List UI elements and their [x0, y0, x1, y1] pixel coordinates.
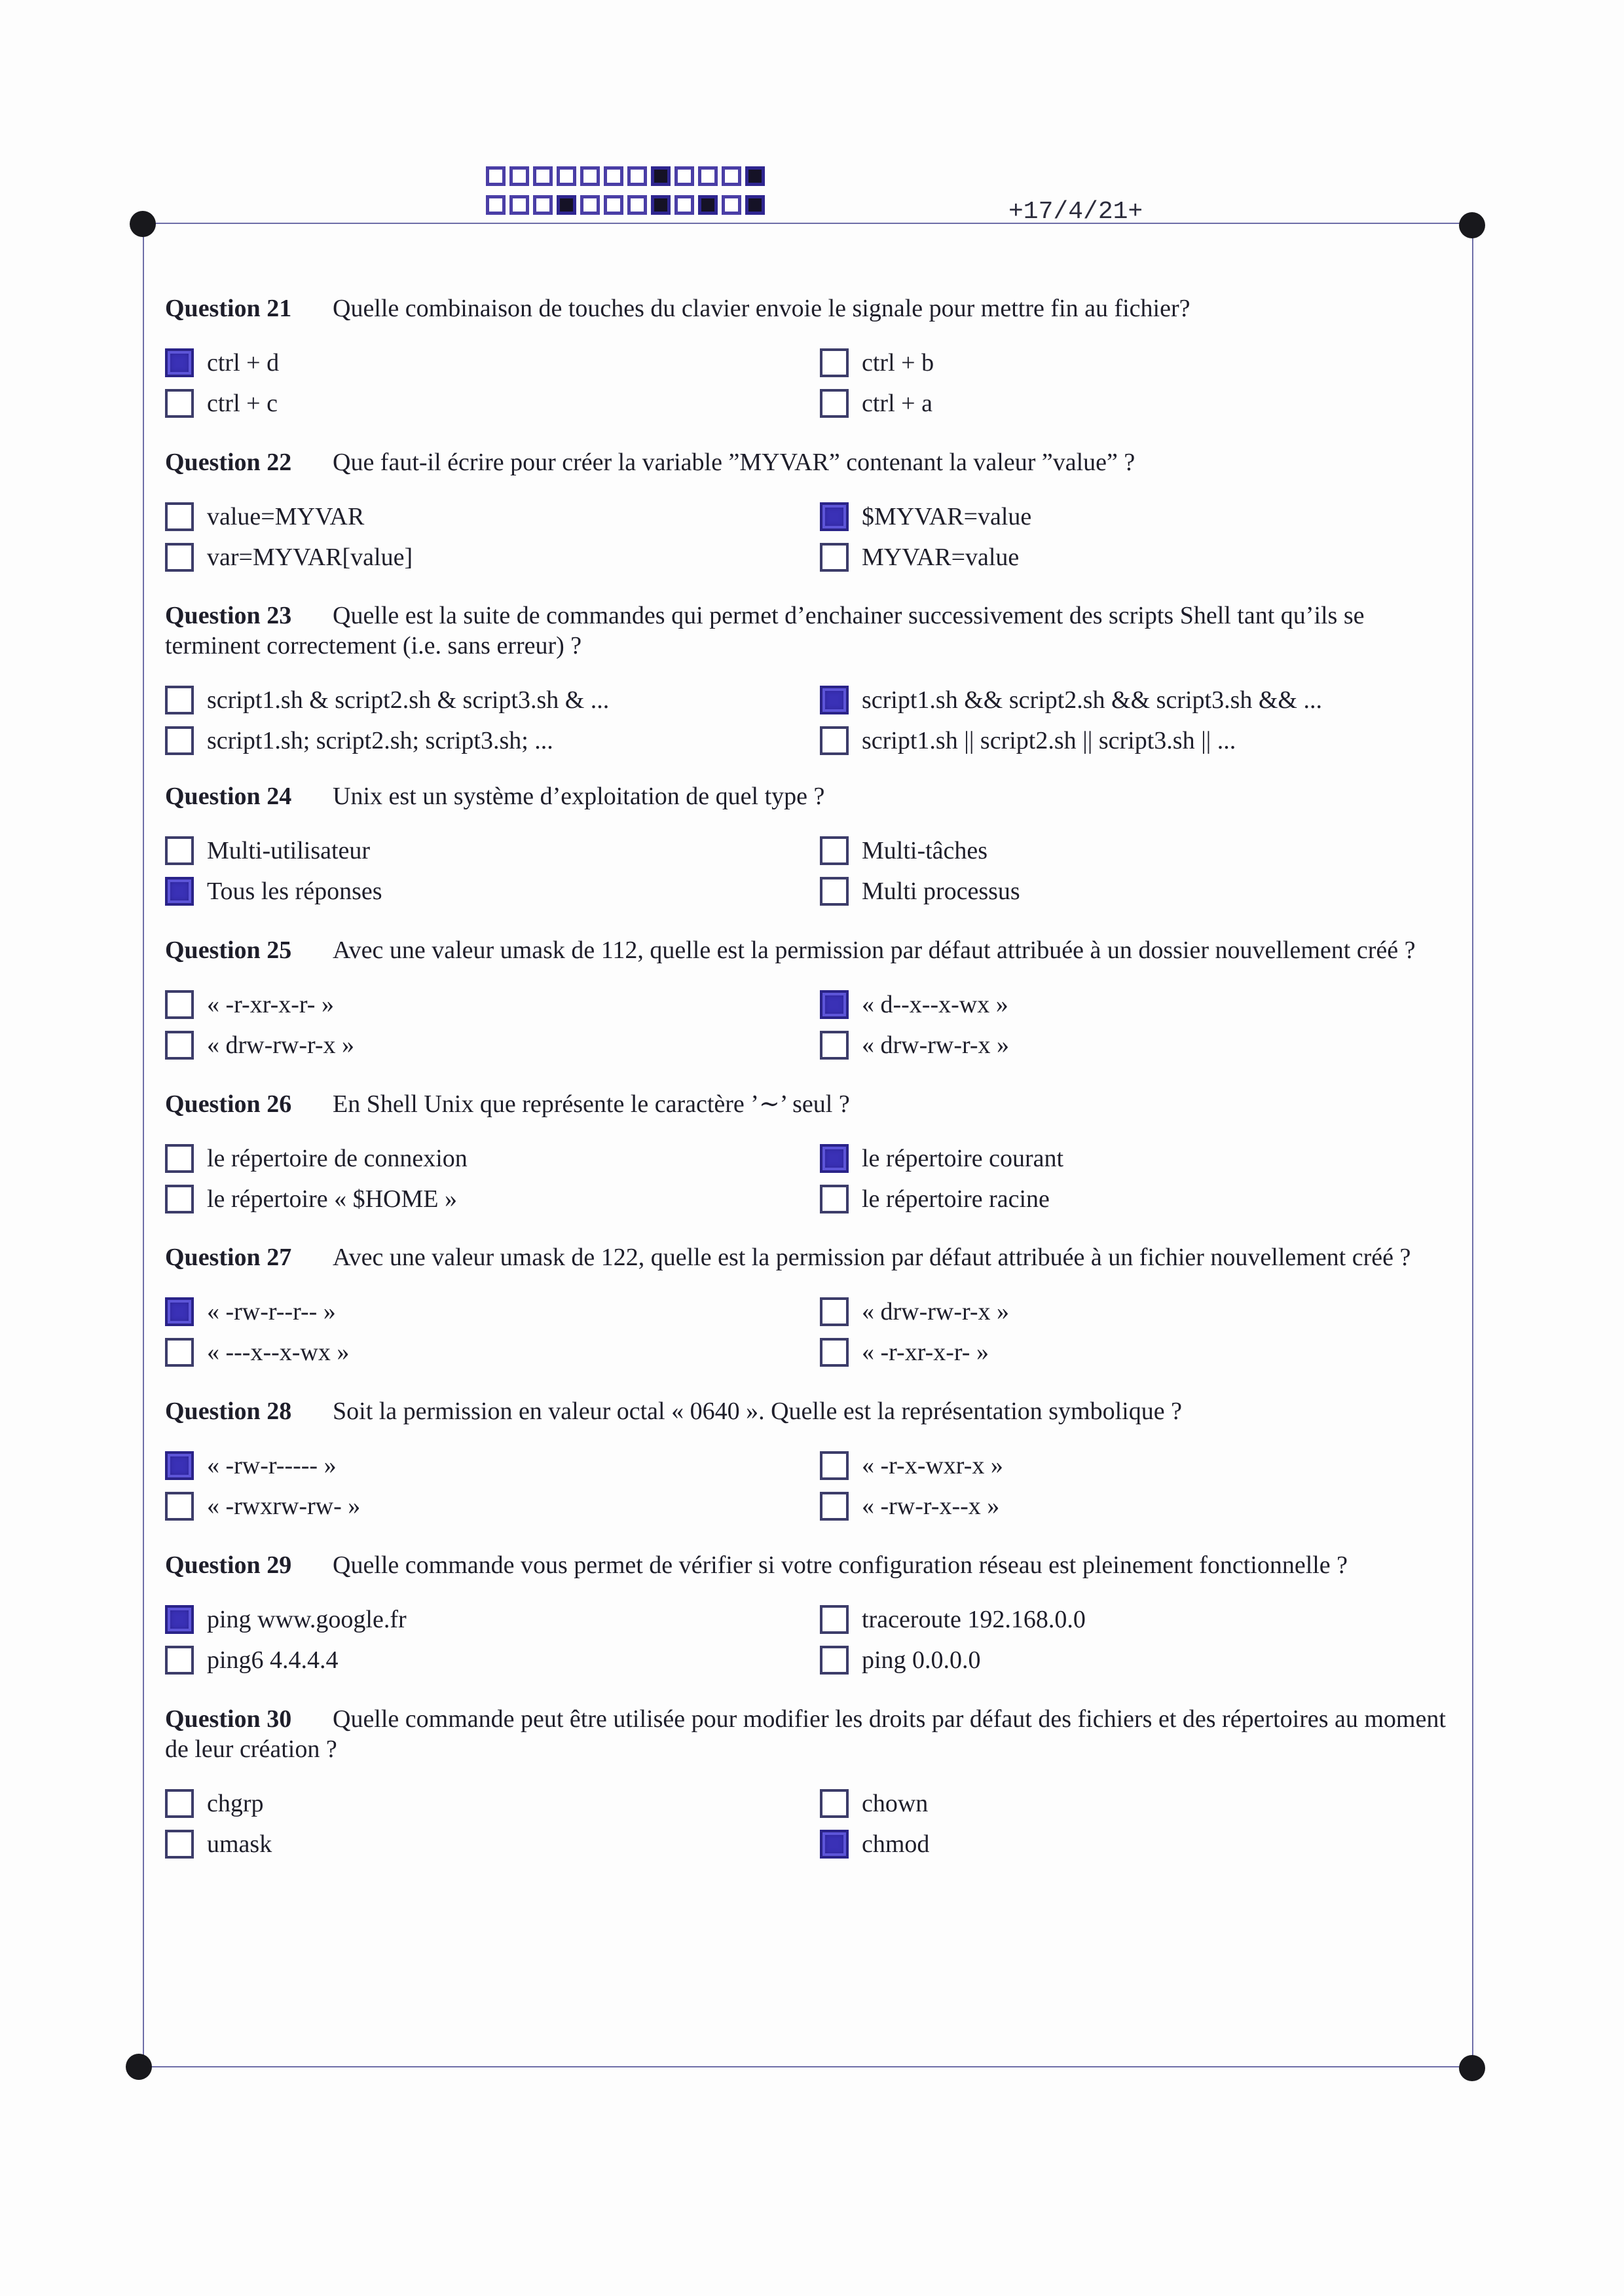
answer-option[interactable]	[165, 1143, 820, 1174]
checkbox[interactable]	[165, 1789, 194, 1818]
answer-option[interactable]	[165, 1604, 820, 1635]
id-code-cell	[509, 195, 529, 215]
answer-text: « d--x--x-wx »	[862, 991, 1008, 1018]
checkbox[interactable]	[820, 1646, 849, 1675]
corner-mark-top-left	[130, 211, 156, 237]
answer-option[interactable]	[165, 347, 820, 379]
question-block	[165, 1242, 1462, 1368]
answer-option[interactable]	[820, 388, 1449, 419]
frame-bottom-line	[139, 2066, 1473, 2067]
question-text: Quelle combinaison de touches du clavier envoie le signale pour mettre fin au fichier?	[333, 295, 1190, 322]
answer-text: MYVAR=value	[862, 544, 1020, 571]
checkbox-checked[interactable]	[165, 877, 194, 906]
answer-option[interactable]	[820, 1183, 1449, 1215]
checkbox-checked[interactable]	[165, 1297, 194, 1326]
answer-option[interactable]	[165, 501, 820, 532]
question-text: Que faut-il écrire pour créer la variable ”MYVAR” contenant la valeur ”value” ?	[333, 449, 1135, 476]
id-code-cell	[745, 166, 765, 186]
checkbox[interactable]	[820, 1451, 849, 1480]
id-code-cell	[651, 166, 671, 186]
answer-text: « ---x--x-wx »	[207, 1339, 350, 1366]
id-code-cell	[604, 195, 623, 215]
answer-text: value=MYVAR	[207, 503, 365, 530]
answer-option[interactable]	[820, 1491, 1449, 1522]
checkbox-checked[interactable]	[820, 1144, 849, 1173]
answer-text: « drw-rw-r-x »	[862, 1031, 1010, 1059]
corner-mark-bottom-left	[126, 2054, 152, 2080]
question-block	[165, 1704, 1462, 1860]
answer-option[interactable]	[820, 501, 1449, 532]
question-header	[165, 781, 1462, 811]
answer-option[interactable]	[165, 1029, 820, 1061]
answer-option[interactable]	[820, 1788, 1449, 1819]
checkbox[interactable]	[820, 1605, 849, 1634]
checkbox-checked[interactable]	[820, 686, 849, 714]
question-number: Question 30	[165, 1705, 292, 1733]
answer-option[interactable]	[820, 1337, 1449, 1368]
answer-text: script1.sh & script2.sh & script3.sh & ...	[207, 686, 610, 714]
question-header	[165, 293, 1462, 324]
id-code-cell	[651, 195, 671, 215]
checkbox-checked[interactable]	[820, 502, 849, 531]
id-code-cell	[627, 166, 647, 186]
answer-text: « -rwxrw-rw- »	[207, 1492, 361, 1520]
answer-text: chmod	[862, 1830, 930, 1858]
checkbox[interactable]	[820, 543, 849, 572]
checkbox[interactable]	[165, 502, 194, 531]
question-text: Avec une valeur umask de 112, quelle est la permission par défaut attribuée à un dossier nouvellement créé ?	[333, 936, 1416, 964]
question-text: Soit la permission en valeur octal « 0640 ». Quelle est la représentation symbolique ?	[333, 1398, 1182, 1425]
answer-text: Multi-utilisateur	[207, 837, 371, 864]
question-number: Question 26	[165, 1090, 292, 1118]
answer-options	[165, 1143, 1462, 1215]
frame-left-line	[143, 223, 144, 2066]
question-number: Question 23	[165, 602, 292, 629]
answer-text: script1.sh; script2.sh; script3.sh; ...	[207, 727, 553, 754]
answer-text: ctrl + c	[207, 390, 278, 417]
question-block	[165, 293, 1462, 419]
id-code-cell	[698, 166, 718, 186]
checkbox[interactable]	[820, 1185, 849, 1213]
question-number: Question 28	[165, 1398, 292, 1425]
answer-text: ping www.google.fr	[207, 1606, 407, 1633]
question-block	[165, 601, 1462, 756]
answer-text: « drw-rw-r-x »	[862, 1298, 1010, 1325]
answer-option[interactable]	[165, 1337, 820, 1368]
answer-option[interactable]	[820, 1828, 1449, 1860]
id-code-cell	[486, 195, 506, 215]
answer-text: le répertoire de connexion	[207, 1145, 468, 1172]
id-code-cell	[722, 166, 741, 186]
answer-options	[165, 1450, 1462, 1522]
answer-option[interactable]	[165, 876, 820, 907]
answer-option[interactable]	[165, 1828, 820, 1860]
answer-option[interactable]	[820, 684, 1449, 716]
id-code-cell	[722, 195, 741, 215]
question-number: Question 21	[165, 295, 292, 322]
checkbox-checked[interactable]	[165, 348, 194, 377]
answer-option[interactable]	[820, 1029, 1449, 1061]
answer-option[interactable]	[165, 1491, 820, 1522]
answer-options	[165, 684, 1462, 756]
question-number: Question 25	[165, 936, 292, 964]
answer-text: chgrp	[207, 1790, 264, 1817]
answer-options	[165, 1604, 1462, 1676]
question-block	[165, 1089, 1462, 1215]
answer-text: script1.sh || script2.sh || script3.sh || ...	[862, 727, 1236, 754]
id-code-cell	[509, 166, 529, 186]
answer-option[interactable]	[820, 1604, 1449, 1635]
answer-option[interactable]	[820, 989, 1449, 1020]
question-block	[165, 781, 1462, 907]
checkbox[interactable]	[820, 877, 849, 906]
id-code-cell	[533, 195, 553, 215]
question-header	[165, 1704, 1462, 1764]
answer-text: « -rw-r----- »	[207, 1452, 337, 1479]
corner-mark-top-right	[1459, 212, 1485, 238]
checkbox-checked[interactable]	[165, 1451, 194, 1480]
answer-text: « -rw-r-x--x »	[862, 1492, 1000, 1520]
id-code-cell	[580, 166, 600, 186]
checkbox[interactable]	[165, 543, 194, 572]
question-block	[165, 1396, 1462, 1522]
id-code-cell	[745, 195, 765, 215]
question-text: Unix est un système d’exploitation de quel type ?	[333, 783, 825, 810]
checkbox[interactable]	[165, 1185, 194, 1213]
answer-option[interactable]	[820, 835, 1449, 866]
frame-top-line	[143, 223, 1473, 224]
id-code-row-2	[486, 195, 769, 215]
answer-text: le répertoire racine	[862, 1185, 1050, 1213]
page-id: +17/4/21+	[1008, 198, 1143, 226]
answer-option[interactable]	[165, 1644, 820, 1676]
corner-mark-bottom-right	[1459, 2055, 1485, 2081]
question-block	[165, 935, 1462, 1061]
id-code-cell	[627, 195, 647, 215]
checkbox-checked[interactable]	[820, 1830, 849, 1859]
answer-option[interactable]	[820, 1644, 1449, 1676]
checkbox-checked[interactable]	[820, 990, 849, 1019]
id-code-row-1	[486, 166, 769, 186]
answer-text: le répertoire « $HOME »	[207, 1185, 457, 1213]
answer-option[interactable]	[165, 542, 820, 573]
checkbox[interactable]	[165, 726, 194, 755]
question-block	[165, 1550, 1462, 1676]
question-block	[165, 447, 1462, 573]
question-header	[165, 1089, 1462, 1119]
answer-text: « -r-x-wxr-x »	[862, 1452, 1003, 1479]
answer-option[interactable]	[820, 876, 1449, 907]
answer-text: ctrl + b	[862, 349, 934, 377]
answer-option[interactable]	[820, 1143, 1449, 1174]
answer-text: « drw-rw-r-x »	[207, 1031, 355, 1059]
id-code-cell	[674, 166, 694, 186]
question-header	[165, 1550, 1462, 1580]
answer-text: umask	[207, 1830, 272, 1858]
question-number: Question 22	[165, 449, 292, 476]
answer-options	[165, 501, 1462, 573]
question-header	[165, 601, 1462, 661]
checkbox[interactable]	[820, 836, 849, 865]
answer-option[interactable]	[820, 725, 1449, 756]
answer-option[interactable]	[820, 1450, 1449, 1481]
checkbox[interactable]	[165, 1830, 194, 1859]
id-code-cell	[674, 195, 694, 215]
answer-option[interactable]	[165, 1183, 820, 1215]
answer-text: « -rw-r--r-- »	[207, 1298, 336, 1325]
checkbox[interactable]	[165, 990, 194, 1019]
answer-text: Multi-tâches	[862, 837, 988, 864]
checkbox[interactable]	[820, 726, 849, 755]
id-code-cell	[533, 166, 553, 186]
answer-option[interactable]	[165, 1788, 820, 1819]
checkbox[interactable]	[820, 348, 849, 377]
answer-option[interactable]	[165, 1450, 820, 1481]
answer-option[interactable]	[165, 835, 820, 866]
question-text: En Shell Unix que représente le caractère ’∼’ seul ?	[333, 1090, 850, 1118]
checkbox[interactable]	[820, 1297, 849, 1326]
answer-text: « -r-xr-x-r- »	[862, 1339, 989, 1366]
answer-text: chown	[862, 1790, 929, 1817]
answer-option[interactable]	[165, 388, 820, 419]
id-code-cell	[698, 195, 718, 215]
answer-text: var=MYVAR[value]	[207, 544, 413, 571]
id-code-cell	[604, 166, 623, 186]
answer-options	[165, 1296, 1462, 1368]
checkbox[interactable]	[820, 1789, 849, 1818]
checkbox[interactable]	[820, 389, 849, 418]
answer-text: le répertoire courant	[862, 1145, 1064, 1172]
question-header	[165, 1396, 1462, 1426]
answer-option[interactable]	[165, 989, 820, 1020]
id-code-cell	[580, 195, 600, 215]
checkbox[interactable]	[820, 1338, 849, 1367]
answer-option[interactable]	[820, 542, 1449, 573]
question-number: Question 29	[165, 1551, 292, 1579]
answer-text: script1.sh && script2.sh && script3.sh && ...	[862, 686, 1322, 714]
question-header	[165, 1242, 1462, 1272]
answer-options	[165, 835, 1462, 907]
checkbox-checked[interactable]	[165, 1605, 194, 1634]
id-code-cell	[557, 195, 576, 215]
question-header	[165, 935, 1462, 965]
checkbox[interactable]	[165, 1031, 194, 1060]
answer-options	[165, 347, 1462, 419]
question-number: Question 24	[165, 783, 292, 810]
checkbox[interactable]	[165, 836, 194, 865]
answer-text: ctrl + a	[862, 390, 932, 417]
answer-option[interactable]	[820, 347, 1449, 379]
id-code-cell	[486, 166, 506, 186]
checkbox[interactable]	[165, 1338, 194, 1367]
answer-options	[165, 1788, 1462, 1860]
answer-text: Tous les réponses	[207, 878, 382, 905]
id-code-cell	[557, 166, 576, 186]
checkbox[interactable]	[165, 1492, 194, 1521]
answer-text: traceroute 192.168.0.0	[862, 1606, 1086, 1633]
frame-right-line	[1472, 223, 1473, 2066]
checkbox[interactable]	[820, 1492, 849, 1521]
answer-text: « -r-xr-x-r- »	[207, 991, 334, 1018]
question-text: Quelle est la suite de commandes qui permet d’enchainer successivement des scripts Shell tant qu’ils se terminent correctement (i.e. sans erreur) ?	[165, 602, 1365, 659]
answer-text: ctrl + d	[207, 349, 280, 377]
answer-option[interactable]	[165, 1296, 820, 1327]
checkbox[interactable]	[165, 389, 194, 418]
question-number: Question 27	[165, 1244, 292, 1271]
answer-option[interactable]	[820, 1296, 1449, 1327]
question-text: Avec une valeur umask de 122, quelle est la permission par défaut attribuée à un fichier nouvellement créé ?	[333, 1244, 1411, 1271]
checkbox[interactable]	[165, 1144, 194, 1173]
answer-text: $MYVAR=value	[862, 503, 1032, 530]
answer-option[interactable]	[165, 725, 820, 756]
question-text: Quelle commande vous permet de vérifier si votre configuration réseau est pleinement fonctionnelle ?	[333, 1551, 1348, 1579]
answer-options	[165, 989, 1462, 1061]
answer-text: Multi processus	[862, 878, 1020, 905]
answer-text: ping 0.0.0.0	[862, 1646, 981, 1674]
checkbox[interactable]	[165, 686, 194, 714]
answer-option[interactable]	[165, 684, 820, 716]
checkbox[interactable]	[820, 1031, 849, 1060]
question-text: Quelle commande peut être utilisée pour modifier les droits par défaut des fichiers et des répertoires au moment de leur création ?	[165, 1705, 1446, 1763]
question-header	[165, 447, 1462, 477]
answer-text: ping6 4.4.4.4	[207, 1646, 339, 1674]
checkbox[interactable]	[165, 1646, 194, 1675]
